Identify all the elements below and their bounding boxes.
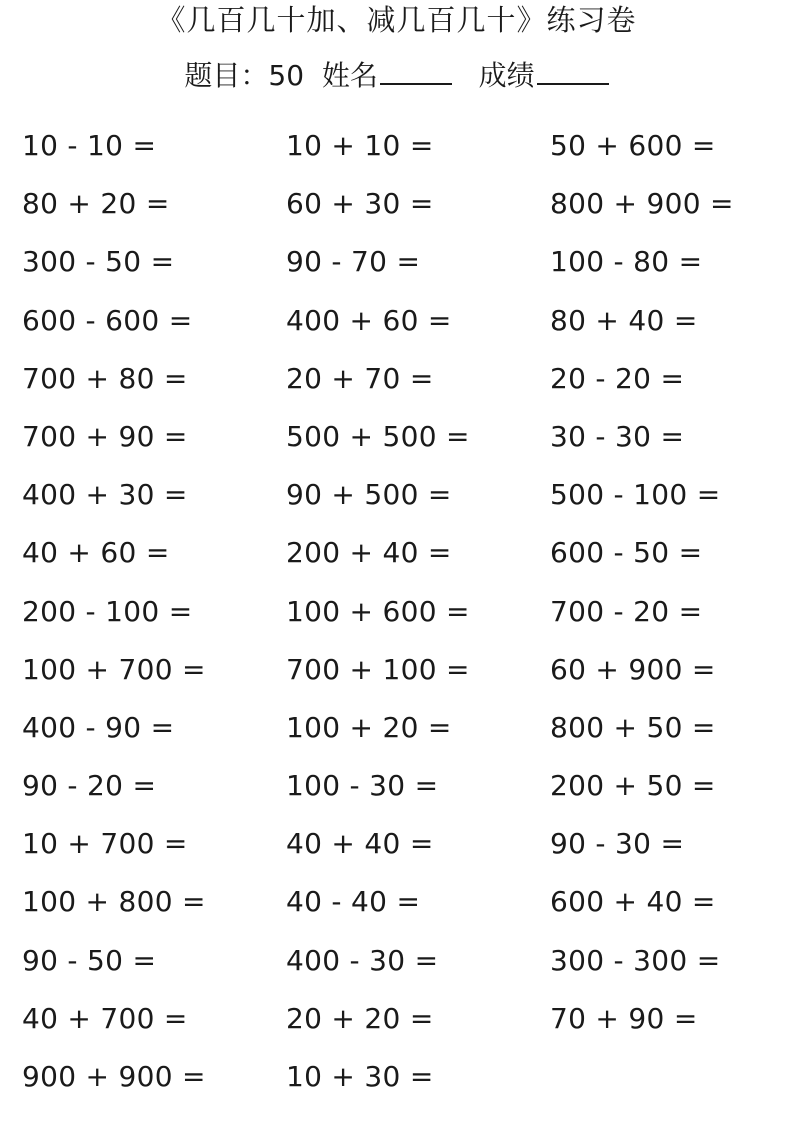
math-problem: 500 - 100 = <box>550 478 721 512</box>
math-problem: 700 - 20 = <box>550 594 703 628</box>
math-problem: 800 + 50 = <box>550 710 716 744</box>
math-problem: 900 + 900 = <box>22 1060 206 1093</box>
name-blank <box>380 57 452 85</box>
math-problem: 80 + 20 = <box>22 187 170 221</box>
math-problem: 700 + 100 = <box>286 652 470 686</box>
math-problem: 100 + 600 = <box>286 594 470 628</box>
math-problem: 10 - 10 = <box>22 129 157 162</box>
score-blank <box>537 57 609 85</box>
math-problem: 90 - 20 = <box>22 769 157 803</box>
math-problem: 60 + 900 = <box>550 652 716 686</box>
math-problem: 40 + 60 = <box>22 536 170 570</box>
name-label: 姓名 <box>321 59 378 92</box>
math-problem: 100 - 30 = <box>286 769 439 803</box>
math-problem: 700 + 80 = <box>22 361 188 395</box>
math-problem: 600 - 50 = <box>550 536 703 570</box>
math-problem: 90 - 70 = <box>286 245 421 279</box>
math-problem: 20 - 20 = <box>550 361 685 395</box>
math-problem: 400 + 30 = <box>22 478 188 512</box>
worksheet-title: 《几百几十加、减几百几十》练习卷 <box>156 3 637 37</box>
math-problem: 40 - 40 = <box>286 885 421 919</box>
math-problem: 40 + 40 = <box>286 827 434 861</box>
math-problem: 100 + 800 = <box>22 885 206 919</box>
math-problem: 600 + 40 = <box>550 885 716 919</box>
math-problem: 100 - 80 = <box>550 245 703 279</box>
math-problem: 500 + 500 = <box>286 419 470 453</box>
math-problem: 100 + 700 = <box>22 652 206 686</box>
math-problem: 60 + 30 = <box>286 187 434 221</box>
math-problem: 400 - 90 = <box>22 710 175 744</box>
math-problem: 200 + 50 = <box>550 769 716 803</box>
worksheet-info-line <box>0 56 793 96</box>
math-problem: 400 - 30 = <box>286 943 439 977</box>
math-problem: 50 + 600 = <box>550 129 716 162</box>
problem-grid <box>22 122 782 1111</box>
math-problem: 300 - 50 = <box>22 245 175 279</box>
math-problem: 600 - 600 = <box>22 303 193 337</box>
math-problem: 200 - 100 = <box>22 594 193 628</box>
math-problem: 200 + 40 = <box>286 536 452 570</box>
math-problem: 40 + 700 = <box>22 1001 188 1035</box>
math-problem: 90 - 30 = <box>550 827 685 861</box>
math-problem: 10 + 10 = <box>286 129 434 162</box>
math-problem: 70 + 90 = <box>550 1001 698 1035</box>
math-problem: 30 - 30 = <box>550 419 685 453</box>
math-problem: 300 - 300 = <box>550 943 721 977</box>
math-problem: 800 + 900 = <box>550 187 734 221</box>
math-problem: 80 + 40 = <box>550 303 698 337</box>
math-problem: 90 + 500 = <box>286 478 452 512</box>
math-problem: 20 + 70 = <box>286 361 434 395</box>
math-problem: 10 + 700 = <box>22 827 188 861</box>
math-problem: 700 + 90 = <box>22 419 188 453</box>
math-problem: 100 + 20 = <box>286 710 452 744</box>
math-problem: 20 + 20 = <box>286 1001 434 1035</box>
math-problem: 10 + 30 = <box>286 1060 434 1093</box>
problem-count-label: 题目：50 <box>184 59 305 92</box>
math-problem: 400 + 60 = <box>286 303 452 337</box>
math-problem: 90 - 50 = <box>22 943 157 977</box>
score-label: 成绩 <box>478 59 535 92</box>
